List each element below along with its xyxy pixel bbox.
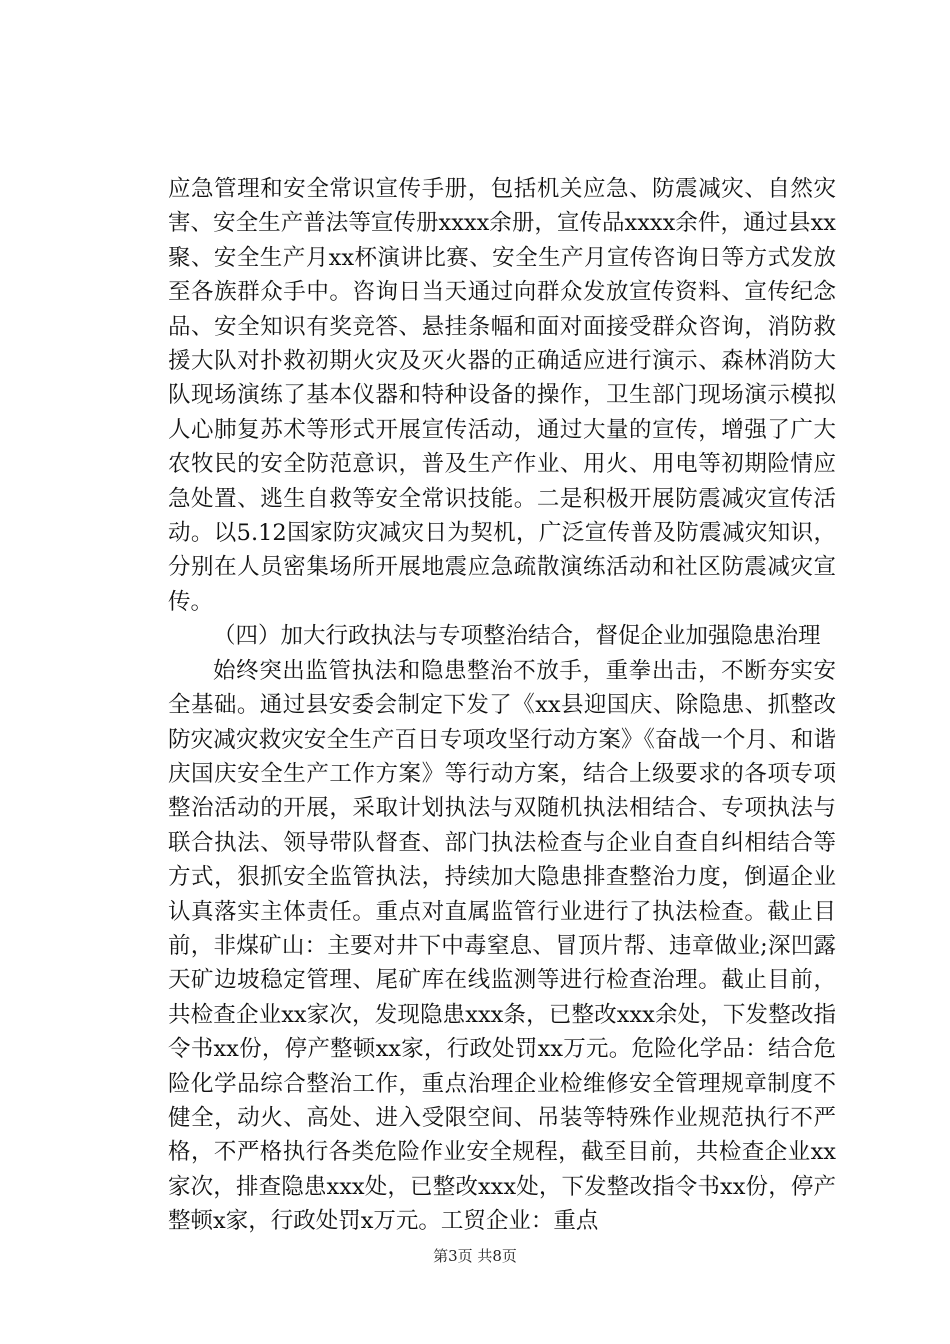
paragraph-publicity: 应急管理和安全常识宣传手册，包括机关应急、防震减灾、自然灾害、安全生产普法等宣传册xxxx余册，宣传品xxxx余件，通过县xx聚、安全生产月xx杯演讲比赛、安全生产月宣传咨询日等方式发放至各族群众手中。咨询日当天通过向群众发放宣传资料、宣传纪念品、安全知识有奖竞答、悬挂条幅和面对面接受群众咨询，消防救援大队对扑救初期火灾及灭火器的正确适应进行演示、森林消防大队现场演练了基本仪器和特种设备的操作，卫生部门现场演示模拟人心肺复苏术等形式开展宣传活动，通过大量的宣传，增强了广大农牧民的安全防范意识，普及生产作业、用火、用电等初期险情应急处置、逃生自救等安全常识技能。二是积极开展防震减灾宣传活动。以5.12国家防灾减灾日为契机，广泛宣传普及防震减灾知识，分别在人员密集场所开展地震应急疏散演练活动和社区防震减灾宣传。 [168,176,836,615]
paragraph-enforcement: 始终突出监管执法和隐患整治不放手，重拳出击，不断夯实安全基础。通过县安委会制定下发了《xx县迎国庆、除隐患、抓整改防灾减灾救灾安全生产百日专项攻坚行动方案》《奋战一个月、和谐庆国庆安全生产工作方案》等行动方案，结合上级要求的各项专项整治活动的开展，采取计划执法与双随机执法相结合、专项执法与联合执法、领导带队督查、部门执法检查与企业自查自纠相结合等方式，狠抓安全监管执法，持续加大隐患排查整治力度，倒逼企业认真落实主体责任。重点对直属监管行业进行了执法检查。截止目前，非煤矿山：主要对井下中毒窒息、冒顶片帮、违章做业;深凹露天矿边坡稳定管理、尾矿库在线监测等进行检查治理。截止目前，共检查企业xx家次，发现隐患xxx条，已整改xxx余处，下发整改指令书xx份，停产整顿xx家，行政处罚xx万元。危险化学品：结合危险化学品综合整治工作，重点治理企业检维修安全管理规章制度不健全，动火、高处、进入受限空间、吊装等特殊作业规范执行不严格，不严格执行各类危险作业安全规程，截至目前，共检查企业xx家次，排查隐患xxx处，已整改xxx处，下发整改指令书xx份，停产整顿x家，行政处罚x万元。工贸企业：重点 [168,657,836,1235]
document-body [168,172,836,1239]
page-number-footer: 第3页 共8页 [433,1247,517,1265]
section-heading-4: （四）加大行政执法与专项整治结合，督促企业加强隐患治理 [213,623,821,650]
